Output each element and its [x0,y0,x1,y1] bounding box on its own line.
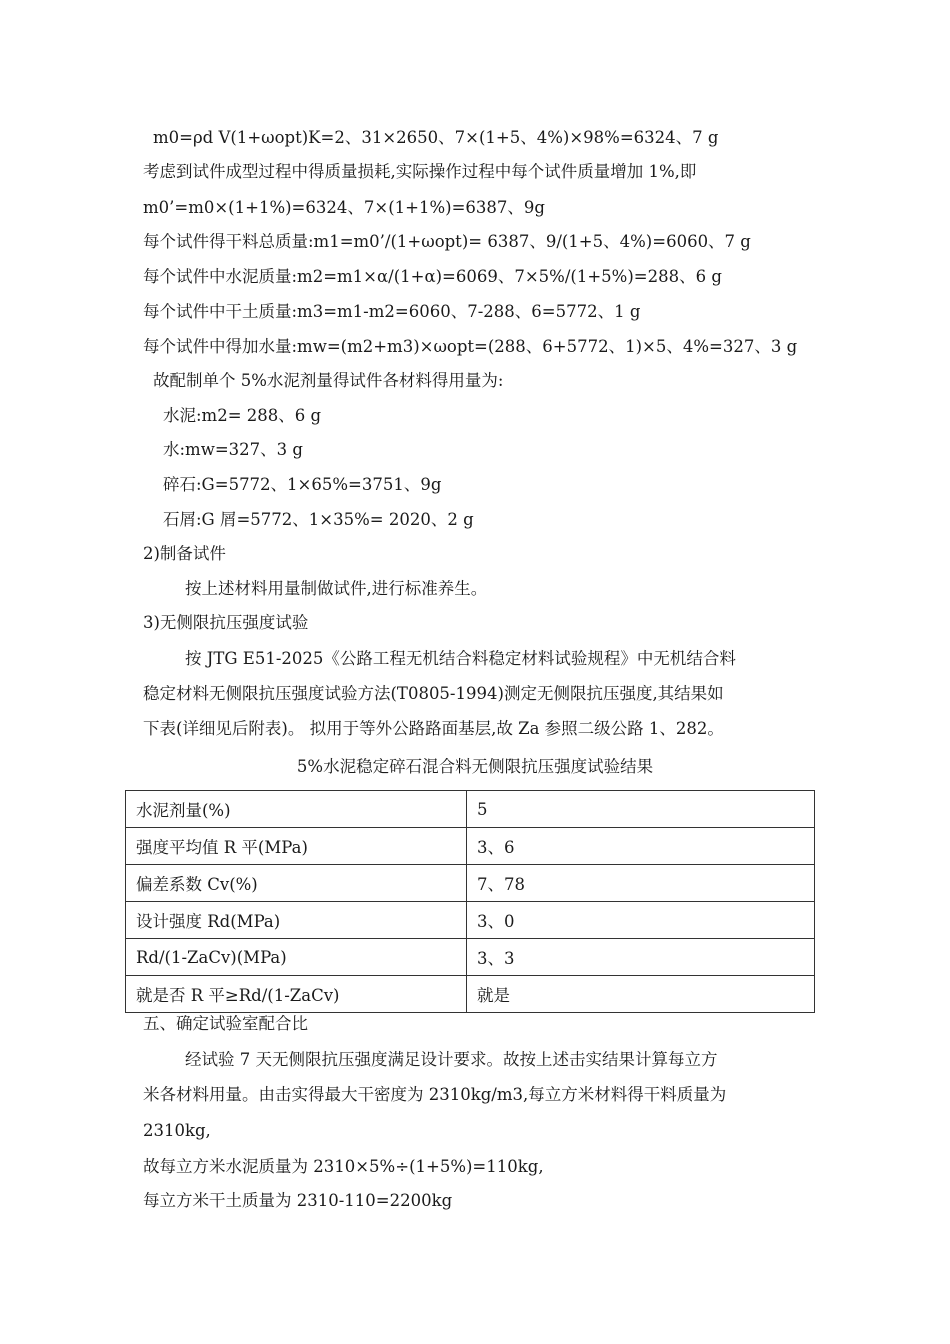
table-cell-value: 3、3 [467,939,815,976]
table-row [126,902,815,939]
table-cell-value: 5 [467,791,815,828]
material-stone-chips: 石屑:G 屑=5772、1×35%= 2020、2 g [163,510,474,529]
section-heading-lab-mix: 五、确定试验室配合比 [143,1014,308,1033]
paragraph-lab-mix-2: 米各材料用量。由击实得最大干密度为 2310kg/m3,每立方米材料得干料质量为 [143,1085,727,1104]
paragraph-loss: 考虑到试件成型过程中得质量损耗,实际操作过程中每个试件质量增加 1%,即 [143,162,697,181]
material-gravel: 碎石:G=5772、1×65%=3751、9g [163,475,442,494]
table-caption: 5%水泥稳定碎石混合料无侧限抗压强度试验结果 [296,757,654,776]
table-cell-label: 水泥剂量(%) [126,791,467,828]
table-cell-label: 设计强度 Rd(MPa) [126,902,467,939]
table-cell-label: Rd/(1-ZaCv)(MPa) [126,939,467,976]
table-cell-label: 强度平均值 R 平(MPa) [126,828,467,865]
table-row [126,791,815,828]
formula-m0-prime: m0’=m0×(1+1%)=6324、7×(1+1%)=6387、9g [143,198,545,217]
table-cell-label: 就是否 R 平≥Rd/(1-ZaCv) [126,976,467,1013]
paragraph-test-2: 稳定材料无侧限抗压强度试验方法(T0805-1994)测定无侧限抗压强度,其结果如 [143,684,724,703]
paragraph-lab-mix-1: 经试验 7 天无侧限抗压强度满足设计要求。故按上述击实结果计算每立方 [185,1050,718,1069]
table-row [126,976,815,1013]
table-cell-value: 7、78 [467,865,815,902]
paragraph-test-1: 按 JTG E51-2025《公路工程无机结合料稳定材料试验规程》中无机结合料 [185,649,736,668]
formula-m2: 每个试件中水泥质量:m2=m1×α/(1+α)=6069、7×5%/(1+5%)=288、6 g [143,267,722,286]
paragraph-materials-intro: 故配制单个 5%水泥剂量得试件各材料得用量为: [153,371,504,390]
formula-cement-per-m3: 故每立方米水泥质量为 2310×5%÷(1+5%)=110kg, [143,1157,544,1176]
formula-dry-soil-per-m3: 每立方米干土质量为 2310-110=2200kg [143,1191,453,1210]
material-water: 水:mw=327、3 g [163,440,303,459]
formula-m3: 每个试件中干土质量:m3=m1-m2=6060、7-288、6=5772、1 g [143,302,641,321]
strength-result-table [125,790,815,1013]
table-cell-label: 偏差系数 Cv(%) [126,865,467,902]
section-heading-test: 3)无侧限抗压强度试验 [143,613,309,632]
formula-m0: m0=ρd V(1+ωopt)K=2、31×2650、7×(1+5、4%)×98%=6324、7 g [153,128,719,147]
table-row [126,828,815,865]
table-row [126,939,815,976]
paragraph-lab-mix-3: 2310kg, [143,1121,211,1140]
material-cement: 水泥:m2= 288、6 g [163,406,322,425]
paragraph-test-3: 下表(详细见后附表)。 拟用于等外公路路面基层,故 Za 参照二级公路 1、282。 [143,719,724,738]
table-cell-value: 3、0 [467,902,815,939]
table-cell-value: 3、6 [467,828,815,865]
paragraph-prepare: 按上述材料用量制做试件,进行标准养生。 [185,579,488,598]
formula-m1: 每个试件得干料总质量:m1=m0’/(1+ωopt)= 6387、9/(1+5、4%)=6060、7 g [143,232,751,251]
formula-mw: 每个试件中得加水量:mw=(m2+m3)×ωopt=(288、6+5772、1)×5、4%=327、3 g [143,337,798,356]
section-heading-prepare: 2)制备试件 [143,544,226,563]
table-row [126,865,815,902]
table-cell-value: 就是 [467,976,815,1013]
